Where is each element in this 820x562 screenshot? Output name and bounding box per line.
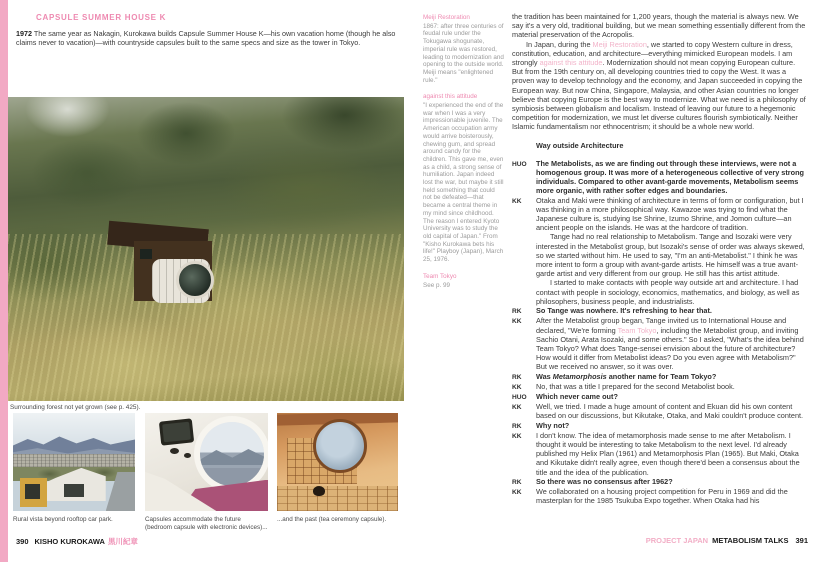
capsule-house-structure	[94, 225, 212, 320]
text-run: Tange had no real relationship to Metabolism. Tange and Isozaki were very interested in the Metabolist group, but Isozaki's sense of order was always skewed, so we started without him. He used to say, "I'm an anti-Metabolist." I think he was more intent to form a group with avant-garde artists. He himself was a true avant-garde artist and very different from our group. He still has this artist attitude.	[536, 232, 805, 279]
dialogue-text	[536, 487, 808, 505]
tatami-floor	[277, 486, 398, 511]
speaker-label: HUO	[512, 160, 527, 168]
speaker-label: KK	[512, 197, 522, 205]
dialogue-entry	[512, 487, 808, 505]
right-page-number: 391	[795, 536, 808, 545]
text-run: Was	[536, 371, 553, 381]
text-run: Otaka and Maki were thinking of architecture in terms of form or configuration, but I was thinking in a more philosophical way. Kawazoe was trying to find what the Japanese culture is, studying Ise Shrine, Izumo Shrine, and Jomon culture—an ancient people on the islands. He was at the hardcore of tradition.	[536, 195, 804, 233]
book-section-title: METABOLISM TALKS	[712, 536, 789, 545]
dialogue-text	[536, 196, 808, 306]
text-run: I don't know. The idea of metamorphosis made sense to me after Metabolism. I thought it would be interesting to take Metabolism to the next level. I'd already published my Helix Plan (1961) and Metamorphosis Plan (1965). But Maki, Otaka and Kikutake didn't really agree, even though there'd been a consensus about the title and the idea of the publication.	[536, 430, 800, 477]
photo-caption: Capsules accommodate the future (bedroom capsule with electronic devices)...	[145, 516, 268, 531]
speaker-label: KK	[512, 432, 522, 440]
paragraph	[536, 382, 808, 391]
speaker-label: RK	[512, 373, 522, 381]
paragraph	[536, 306, 808, 315]
text-run: , including the Metabolist group, and inviting Sachio Otani, Arata Isozaki, and some others." So I asked, "What's the idea behind Team Tokyo? What does Tange-sensei envision about the future of architecture? How would it differ from Metabolist ideas? Do you even agree with Metabolism?" But we received no answer, so it was over.	[536, 325, 804, 372]
paragraph	[536, 431, 808, 477]
text-run: I started to make contacts with people way outside art and architecture. I had contact with people in sociology, economics, mathematics, and biology, as well as philosophers, business people, and industrialists.	[536, 278, 800, 306]
margin-note-meiji	[423, 14, 505, 84]
capsule-house-small-window	[140, 249, 152, 259]
speaker-label: KK	[512, 404, 522, 412]
pink-term: Meiji Restoration	[592, 39, 647, 49]
pink-term: Team Tokyo	[617, 325, 657, 335]
main-text-column	[512, 12, 808, 532]
dialogue-entry	[512, 196, 808, 306]
dialogue-entry	[512, 477, 808, 487]
dialogue-text	[536, 306, 808, 316]
paragraph	[536, 278, 808, 306]
left-page-number: 390	[16, 537, 29, 546]
dialogue-entry	[512, 159, 808, 196]
tea-ceremony-capsule-photo	[277, 413, 398, 511]
dialogue-text	[536, 392, 808, 402]
dialogue-entry	[512, 382, 808, 392]
photo-caption: Rural vista beyond rooftop car park.	[13, 516, 113, 523]
speaker-label: RK	[512, 478, 522, 486]
section-heading: Way outside Architecture	[536, 140, 624, 150]
paragraph	[536, 402, 808, 420]
dialogue-entry	[512, 316, 808, 371]
dialogue-entry	[512, 421, 808, 431]
paragraph	[536, 316, 808, 371]
margin-note-team-tokyo	[423, 273, 505, 289]
dialogue-text	[536, 402, 808, 420]
dialogue-text	[536, 431, 808, 477]
dialogue-entry	[512, 431, 808, 477]
running-text	[512, 12, 808, 132]
dialogue-entry	[512, 402, 808, 420]
paragraph	[536, 196, 808, 233]
capsule-tv	[159, 418, 194, 445]
dialogue-text	[536, 372, 808, 382]
intro-year: 1972	[16, 29, 32, 38]
speaker-label: KK	[512, 488, 522, 496]
dialogue-text	[536, 421, 808, 431]
bedroom-capsule-photo	[145, 413, 268, 511]
capsule-tv-screen	[162, 421, 191, 441]
margin-note-text: 1867: after three centuries of feudal rule under the Tokugawa shogunate, imperial rule was restored, leading to modernization and opening to the outside world. Meiji means "enlightened rule."	[423, 22, 504, 84]
text-run: , we started to copy Western culture in dress, constitution, education, and architecture—everything mimicked European models. I am strongly	[512, 39, 793, 68]
dialogue-text	[536, 382, 808, 392]
paragraph	[536, 392, 808, 401]
tea-room-round-window	[313, 419, 367, 473]
text-run: We collaborated on a housing project competition for Peru in 1969 and did the masterplan for the 1985 Tsukuba Expo together. When Otaka had his	[536, 486, 788, 506]
pink-term: against this attitude	[539, 58, 603, 68]
speaker-label: KK	[512, 383, 522, 391]
paragraph	[512, 40, 808, 132]
margin-note-title: Meiji Restoration	[423, 14, 470, 21]
author-name: KISHO KUROKAWA	[34, 537, 105, 546]
text-run: . Modernization should not mean copying European culture. But from the 19th century on, all developing countries tried to copy the West. It was a proven way to develop technology and the economy, and Japan succeeded in copying the European way. But now China, Singapore, Malaysia, and other Asian countries no longer believe that copying Europe is the best way to modernize. What we need is a philosophy of symbiosis between globalism and localism. Instead of leaving our future to a hegemonic competition for modernization, we must let diverse cultures flourish symbiotically. Neither Islamic fundamentalism nor ethnocentrism; it should be a whole new world.	[512, 58, 806, 132]
paragraph	[536, 159, 808, 196]
text-run: another name for Team Tokyo?	[606, 371, 717, 381]
text-run: The Metabolists, as we are finding out through these interviews, were not a homogenous group. It was more of a heterogeneous collective of very strong individuals. Compared to other avant-garde movements, Metabolism seems more organic, with rather softer edges and boundaries.	[536, 158, 805, 196]
text-run: After the Metabolist group began, Tange invited us to International House and declared, "We're forming	[536, 316, 787, 335]
dialogue-entry	[512, 306, 808, 316]
speaker-label: HUO	[512, 393, 527, 401]
vista-building-window	[64, 484, 84, 498]
text-run: So Tange was nowhere. It's refreshing to hear that.	[536, 306, 712, 316]
text-run: Why not?	[536, 420, 570, 430]
capsule-round-window	[200, 422, 264, 486]
margin-note-title: Team Tokyo	[423, 272, 457, 280]
margin-note-text: "I experienced the end of the war when I was a very impressionable juvenile. The American occupation army would arrive boisterously, chewing gum, and spread around candy for the children. This gave me, even as a child, a strong sense of humiliation. Japan indeed lost the war, but maybe it still held something that could not be defeated—that became a central theme in my mind since childhood. The reason I entered Kyoto University was to study the old capital of Japan." From "Kisho Kurokawa bets his life!" Playboy (Japan), March 25, 1976.	[423, 102, 504, 264]
interview-dialogue	[512, 159, 808, 506]
right-page-footer	[512, 536, 808, 545]
book-spine-band	[0, 0, 8, 562]
speaker-label: RK	[512, 422, 522, 430]
text-run: Which never came out?	[536, 391, 618, 401]
paragraph	[536, 487, 808, 505]
text-run: So there was no consensus after 1962?	[536, 476, 673, 486]
dialogue-entry	[512, 372, 808, 382]
photo-caption: ...and the past (tea ceremony capsule).	[277, 516, 387, 523]
text-run: In Japan, during the	[526, 39, 593, 49]
capsule-porthole-window	[176, 261, 214, 299]
margin-note-title: against this attitude	[423, 93, 478, 101]
left-page-footer	[16, 536, 138, 547]
capsule-house-forest-photo	[8, 97, 404, 401]
main-photo-caption: Surrounding forest not yet grown (see p. 425).	[10, 404, 141, 411]
dialogue-text	[536, 477, 808, 487]
speaker-label: RK	[512, 308, 522, 316]
paragraph	[536, 421, 808, 430]
text-run: Well, we tried. I made a huge amount of content and Ekuan did his own content based on our discussions, but Kikutake, Otaka, and Maki couldn't produce content.	[536, 402, 804, 421]
book-brand: PROJECT JAPAN	[645, 536, 709, 545]
intro-text: The same year as Nakagin, Kurokawa builds Capsule Summer House K—his own vacation home (though he also claims never to vacation)—with countryside capsules built to the same specs and size as the tower in Tokyo.	[16, 29, 396, 48]
vista-yellow-window	[25, 484, 40, 500]
text-run: the tradition has been maintained for 1,200 years, though the material is always new. We say it's a very old, traditional building, but we mean something essentially different from the material preservation of the Acropolis.	[512, 12, 806, 40]
text-run: Metamorphosis	[552, 371, 607, 381]
rural-vista-photo	[13, 413, 135, 511]
paragraph	[536, 477, 808, 486]
speaker-label: KK	[512, 318, 522, 326]
dialogue-entry	[512, 392, 808, 402]
paragraph	[512, 12, 808, 40]
window-mountain-view	[200, 446, 264, 465]
capsule-knob	[170, 448, 179, 454]
margin-note-text: See p. 99	[423, 281, 450, 289]
intro-paragraph	[16, 29, 404, 47]
paragraph	[536, 372, 808, 381]
author-name-japanese: 黒川紀章	[107, 537, 138, 546]
text-run: No, that was a title I prepared for the second Metabolist book.	[536, 381, 735, 391]
capsule-summer-house-heading: CAPSULE SUMMER HOUSE K	[36, 13, 167, 22]
margin-note-attitude	[423, 93, 505, 263]
margin-notes-column	[423, 14, 505, 514]
dialogue-text	[536, 316, 808, 371]
paragraph	[536, 232, 808, 278]
dialogue-text	[536, 159, 808, 196]
